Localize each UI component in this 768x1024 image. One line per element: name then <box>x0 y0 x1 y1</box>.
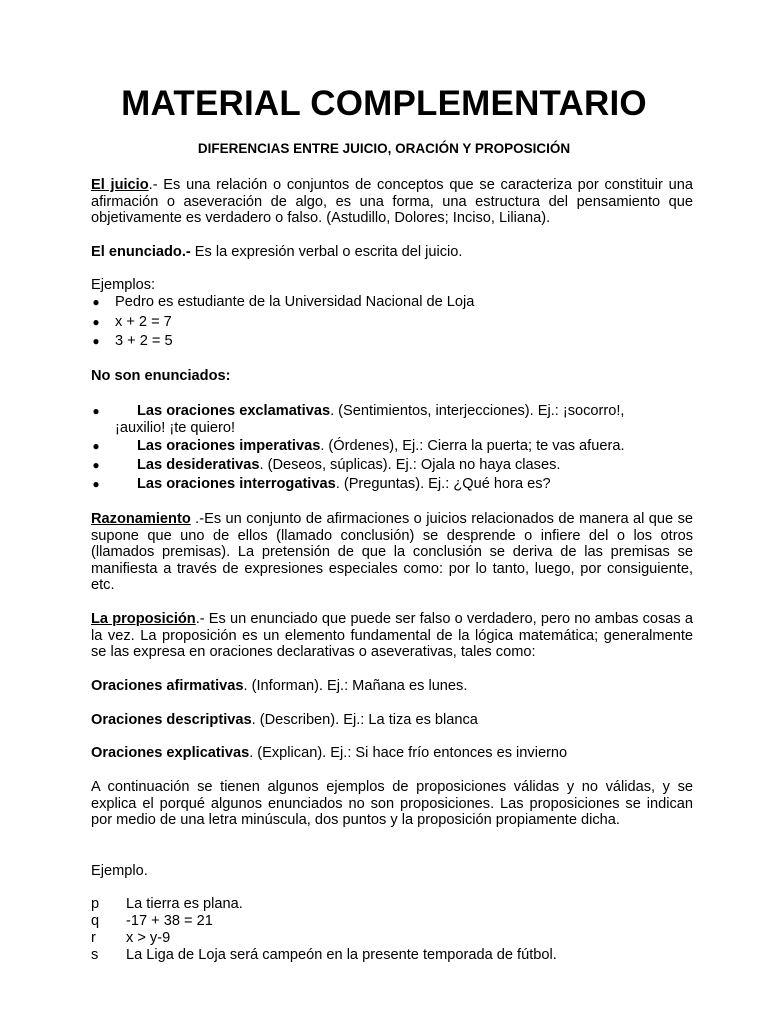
no-enunciados-heading: No son enunciados: <box>91 368 231 384</box>
proposicion-text: La Liga de Loja será campeón en la presente temporada de fútbol. <box>126 947 557 963</box>
no-enunciado-text: . (Órdenes), Ej.: Cierra la puerta; te vas afuera. <box>320 438 625 454</box>
bullet-icon: ● <box>92 295 100 309</box>
no-enunciado-term: Las oraciones exclamativas <box>137 403 331 419</box>
bullet-icon: ● <box>92 458 100 472</box>
enunciado-paragraph <box>91 244 693 261</box>
continuacion-paragraph: A continuación se tienen algunos ejemplos de proposiciones válidas y no válidas, y se explica el porqué algunos enunciados no son proposiciones. Las proposiciones se indican por medio de una letra minúscula, dos puntos y la proposición propiamente dicha. <box>91 779 693 829</box>
descriptivas-term: Oraciones descriptivas <box>91 712 252 728</box>
proposicion-example <box>91 896 693 913</box>
juicio-paragraph <box>91 177 693 227</box>
proposicion-letter: s <box>91 947 99 963</box>
juicio-sep: .- <box>148 177 158 193</box>
razonamiento-term: Razonamiento <box>91 511 191 527</box>
proposicion-example <box>91 913 693 930</box>
no-enunciado-term: Las oraciones imperativas <box>137 438 321 454</box>
afirmativas-text: . (Informan). Ej.: Mañana es lunes. <box>243 678 468 694</box>
proposicion-letter: r <box>91 930 96 946</box>
enunciado-term: El enunciado.- <box>91 244 191 260</box>
proposicion-text: La tierra es plana. <box>126 896 243 912</box>
ejemplo-text: Pedro es estudiante de la Universidad Nacional de Loja <box>115 294 475 310</box>
explicativas-text: . (Explican). Ej.: Si hace frío entonces es invierno <box>249 745 568 761</box>
enunciado-text: Es la expresión verbal o escrita del juicio. <box>190 244 463 260</box>
bullet-icon: ● <box>92 334 100 348</box>
page-subtitle: DIFERENCIAS ENTRE JUICIO, ORACIÓN Y PROPOSICIÓN <box>197 141 571 156</box>
proposicion-text: x > y-9 <box>126 930 171 946</box>
juicio-term: El juicio <box>91 177 149 193</box>
ejemplo-text: 3 + 2 = 5 <box>115 333 173 349</box>
proposicion-text: .- Es un enunciado que puede ser falso o verdadero, pero no ambas cosas a la vez. La proposición es un elemento fundamental de la lógica matemática; generalmente se las expresa en oraciones declarativas o aseverativas, tales como: <box>91 611 694 661</box>
no-enunciado-term: Las oraciones interrogativas <box>137 476 336 492</box>
descriptivas-text: . (Describen). Ej.: La tiza es blanca <box>251 712 478 728</box>
oraciones-descriptivas <box>91 712 693 729</box>
proposicion-example <box>91 947 693 964</box>
proposicion-letter: p <box>91 896 100 912</box>
juicio-text: Es una relación o conjuntos de conceptos que se caracteriza por constituir una afirmación o aseveración de algo, es una forma, una estructura del pensamiento que objetivamente es verdadero o falso. (Astudillo, Dolores; Inciso, Liliana). <box>91 177 693 227</box>
no-enunciado-continuation: ¡auxilio! ¡te quiero! <box>115 420 236 436</box>
proposicion-text: -17 + 38 = 21 <box>126 913 213 929</box>
razonamiento-paragraph <box>91 511 693 594</box>
explicativas-term: Oraciones explicativas <box>91 745 250 761</box>
oraciones-explicativas <box>91 745 693 762</box>
bullet-icon: ● <box>92 439 100 453</box>
oraciones-afirmativas <box>91 678 693 695</box>
no-enunciado-term: Las desiderativas <box>137 457 260 473</box>
bullet-icon: ● <box>92 404 100 418</box>
no-enunciado-text: . (Deseos, súplicas). Ej.: Ojala no haya clases. <box>259 457 561 473</box>
proposicion-term: La proposición <box>91 611 196 627</box>
ejemplos-label: Ejemplos: <box>91 277 156 293</box>
ejemplo-text: x + 2 = 7 <box>115 314 172 330</box>
page-title: MATERIAL COMPLEMENTARIO <box>121 84 647 123</box>
razonamiento-text: .-Es un conjunto de afirmaciones o juicios relacionados de manera al que se supone que uno de ellos (llamado conclusión) se desprende o infiere del o los otros (llamados premisas). La pretensión de que la conclusión se deriva de las premisas se manifiesta a través de expresiones especiales como: por lo tanto, luego, por consiguiente, etc. <box>91 511 693 594</box>
afirmativas-term: Oraciones afirmativas <box>91 678 244 694</box>
no-enunciado-text: . (Preguntas). Ej.: ¿Qué hora es? <box>335 476 551 492</box>
proposicion-paragraph <box>91 611 693 661</box>
proposicion-letter: q <box>91 913 100 929</box>
proposicion-example <box>91 930 693 947</box>
bullet-icon: ● <box>92 477 100 491</box>
ejemplo-label: Ejemplo. <box>91 863 148 879</box>
no-enunciado-text: . (Sentimientos, interjecciones). Ej.: ¡socorro!, <box>330 403 625 419</box>
bullet-icon: ● <box>92 315 100 329</box>
